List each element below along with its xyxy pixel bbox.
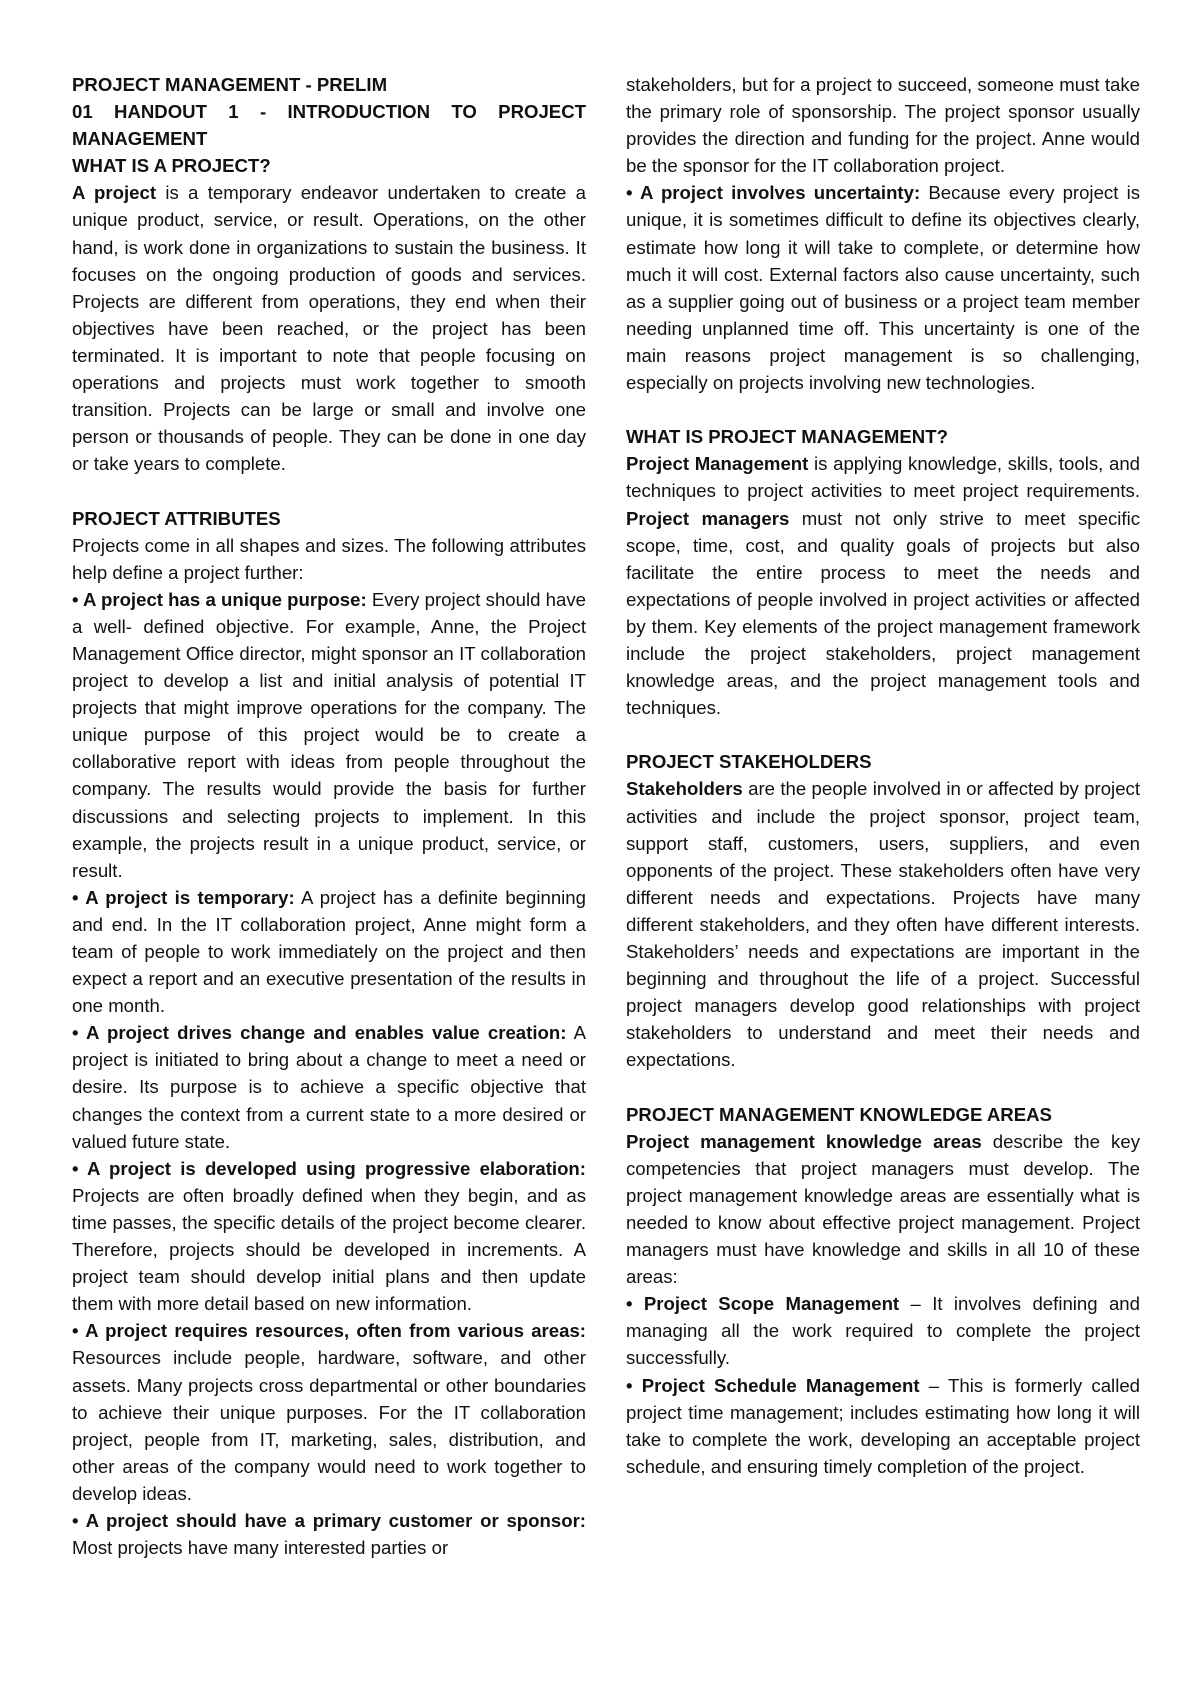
knowledge-areas-paragraph: Project management knowledge areas describe the key competencies that project managers must develop. The project management knowledge areas are essentially what is needed to know about effective project management. Project managers must have knowledge and skills in all 10 of these areas: [626,1130,1140,1288]
right-column [626,71,1140,1480]
course-title: PROJECT MANAGEMENT - PRELIM [72,74,388,95]
sponsor-text-part1: Most projects have many interested parties or [72,1537,449,1559]
term-a-project: A project [72,182,157,204]
pm-paragraph: Project Management is applying knowledge, skills, tools, and techniques to project activities to meet project requirements. Project managers must not only strive to meet specific scope, time, cost, and quality goals of projects but also facilitate the entire process to meet the needs and expectations of people involved in project activities or affected by them. Key elements of the project management framework include the project stakeholders, project management knowledge areas, and the project management tools and techniques. [626,453,1141,719]
left-column [72,71,586,1561]
sponsor-text-part2: stakeholders, but for a project to succeed, someone must take the primary role of sponsorship. The project sponsor usually provides the direction and funding for the project. Anne would be the sponsor for the IT collaboration project. [626,74,1140,177]
attribute-item-progressive: • A project is developed using progressive elaboration: Projects are often broadly defined when they begin, and as time passes, the specific details of the project become clearer. Therefore, projects should be developed in increments. A project team should develop initial plans and then update them with more detail based on new information. [72,1157,586,1315]
attribute-item-change: • A project drives change and enables value creation: A project is initiated to bring about a change to meet a need or desire. Its purpose is to achieve a specific objective that changes the context from a current state to a more desired or valued future state. [72,1022,586,1152]
section-heading-stakeholders: PROJECT STAKEHOLDERS [626,751,872,773]
knowledge-item-scope: • Project Scope Management – It involves defining and managing all the work required to complete the project successfully. [626,1293,1140,1369]
knowledge-item-schedule: • Project Schedule Management – This is formerly called project time management; includes estimating how long it will take to complete the work, developing an acceptable project schedule, and ensuring timely completion of the project. [626,1374,1141,1477]
attribute-item-temporary: • A project is temporary: A project has a definite beginning and end. In the IT collaboration project, Anne might form a team of people to work immediately on the project and then expect a report and an executive presentation of the results in one month. [72,886,586,1017]
what-is-project-paragraph: A project is a temporary endeavor undertaken to create a unique product, service, or result. Operations, on the other hand, is work done in organizations to sustain the business. It focuses on the ongoing production of goods and services. Projects are different from operations, they end when their objectives have been reached, or the project has been terminated. It is important to note that people focusing on operations and projects must work together to smooth transition. Projects can be large or small and involve one person or thousands of people. They can be done in one day or take years to complete. [72,182,586,475]
attribute-item-sponsor-cont [626,71,1140,179]
attribute-item-sponsor-start: • A project should have a primary customer or sponsor: Most projects have many interested parties or [72,1509,586,1559]
section-heading-knowledge-areas: PROJECT MANAGEMENT KNOWLEDGE AREAS [626,1103,1052,1125]
section-heading-attributes: PROJECT ATTRIBUTES [72,507,281,529]
attribute-item-resources: • A project requires resources, often from various areas: Resources include people, hardware, software, and other assets. Many projects cross departmental or other boundaries to achieve their unique purposes. For the IT collaboration project, people from IT, marketing, sales, distribution, and other areas of the company would need to work together to develop ideas. [72,1320,586,1504]
attribute-item-unique-purpose: • A project has a unique purpose: Every project should have a well- defined objective. For example, Anne, the Project Management Office director, might sponsor an IT collaboration project to develop a list and initial analysis of potential IT projects that might improve operations for the company. The unique purpose of this project would be to create a collaborative report with ideas from people throughout the company. The results would provide the basis for further discussions and selecting projects to implement. In this example, the projects result in a unique product, service, or result. [72,588,586,881]
section-heading-what-is-project: WHAT IS A PROJECT? [72,155,271,177]
handout-title: 01 HANDOUT 1 - INTRODUCTION TO PROJECT MANAGEMENT [72,101,586,150]
stakeholders-paragraph: Stakeholders are the people involved in or affected by project activities and include the project sponsor, project team, support staff, customers, users, suppliers, and even opponents of the project. These stakeholders often have very different needs and expectations. Projects have many different stakeholders, and they often have different interests. Stakeholders’ needs and expectations are important in the beginning and throughout the life of a project. Successful project managers develop good relationships with project stakeholders to understand and meet their needs and expectations. [626,778,1140,1071]
section-heading-pm: WHAT IS PROJECT MANAGEMENT? [626,426,948,448]
attributes-intro: Projects come in all shapes and sizes. The following attributes help define a project further: [72,534,586,583]
attribute-item-uncertainty: • A project involves uncertainty: Because every project is unique, it is sometimes difficult to define its objectives clearly, estimate how long it will take to complete, or determine how much it will cost. External factors also cause uncertainty, such as a supplier going out of business or a project team member needing unplanned time off. This uncertainty is one of the main reasons project management is so challenging, especially on projects involving new technologies. [626,182,1140,394]
